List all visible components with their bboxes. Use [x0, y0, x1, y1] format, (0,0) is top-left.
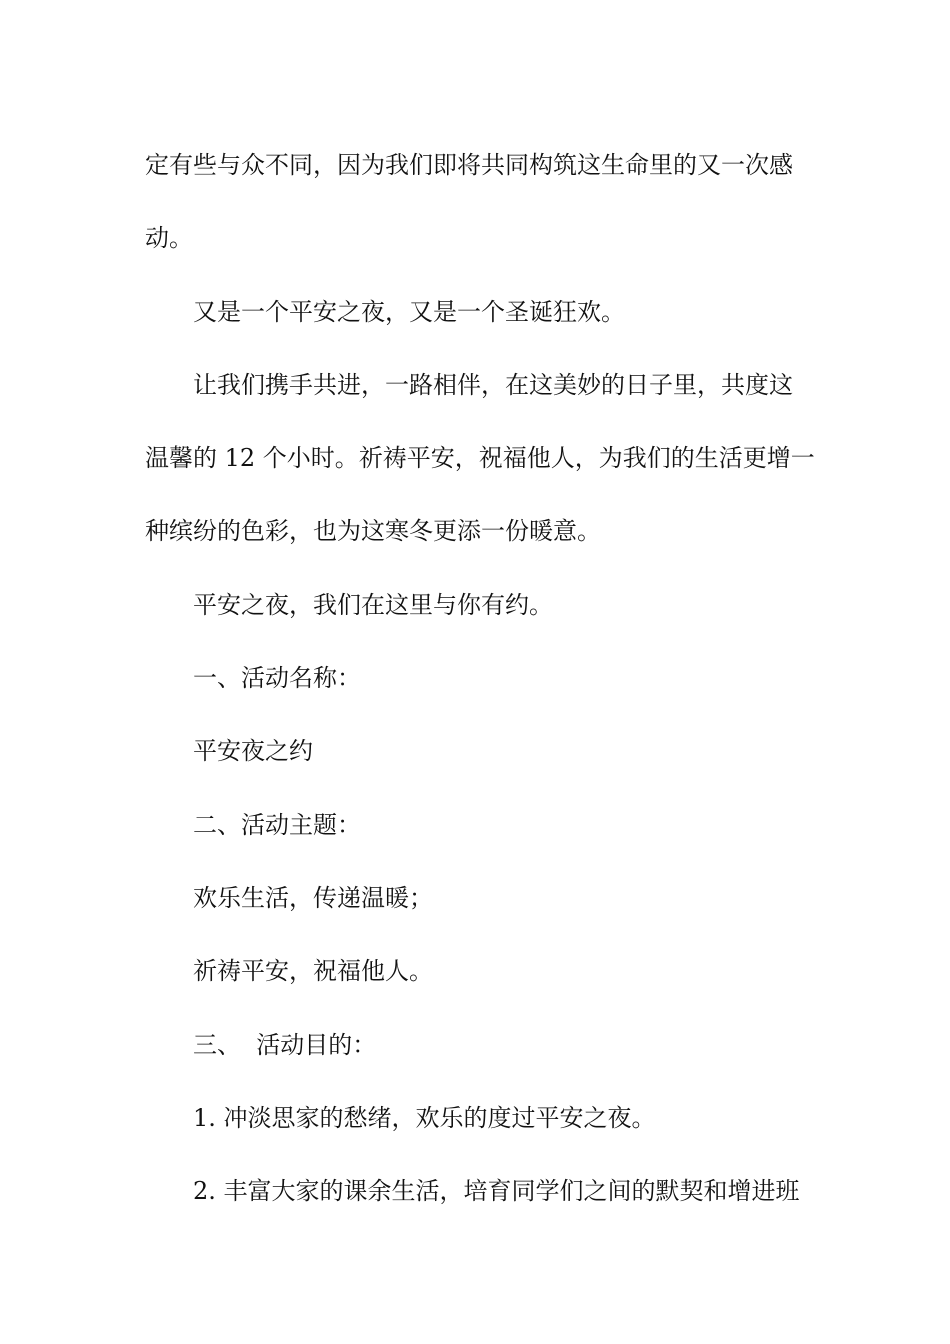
text-line: 平安夜之约	[193, 737, 313, 766]
activity-theme-line-2	[145, 935, 807, 1008]
paragraph-together	[145, 349, 815, 569]
text-line: 二、活动主题：	[193, 810, 361, 839]
text-line: 一、活动名称：	[193, 664, 361, 693]
text-line: 2. 丰富大家的课余生活，培育同学们之间的默契和增进班	[193, 1177, 800, 1206]
text-line: 三、 活动目的：	[193, 1030, 377, 1059]
activity-theme-line-1	[145, 862, 807, 935]
text-line: 定有些与众不同，因为我们即将共同构筑这生命里的又一次感	[145, 151, 793, 179]
document-body	[145, 129, 815, 1228]
text-line: 让我们携手共进，一路相伴，在这美妙的日子里，共度这	[193, 370, 793, 399]
text-line: 温馨的 12 个小时。祈祷平安，祝福他人，为我们的生活更增一	[145, 444, 815, 473]
text-line: 种缤纷的色彩，也为这寒冬更添一份暖意。	[145, 517, 601, 546]
activity-name-value	[145, 715, 807, 788]
section-heading-activity-theme	[145, 789, 807, 862]
text-line: 动。	[145, 224, 193, 253]
section-heading-activity-purpose	[145, 1009, 807, 1082]
text-line: 欢乐生活，传递温暖；	[193, 883, 433, 912]
section-heading-activity-name	[145, 642, 807, 715]
text-line: 平安之夜，我们在这里与你有约。	[193, 590, 553, 619]
paragraph-silent-night	[145, 276, 807, 349]
purpose-item-1	[145, 1082, 807, 1155]
paragraph-appointment	[145, 569, 807, 642]
text-line: 又是一个平安之夜，又是一个圣诞狂欢。	[193, 297, 625, 326]
text-line: 1. 冲淡思家的愁绪，欢乐的度过平安之夜。	[193, 1103, 656, 1132]
text-line: 祈祷平安，祝福他人。	[193, 957, 433, 986]
paragraph-intro-continuation	[145, 129, 807, 276]
purpose-item-2	[145, 1155, 807, 1228]
